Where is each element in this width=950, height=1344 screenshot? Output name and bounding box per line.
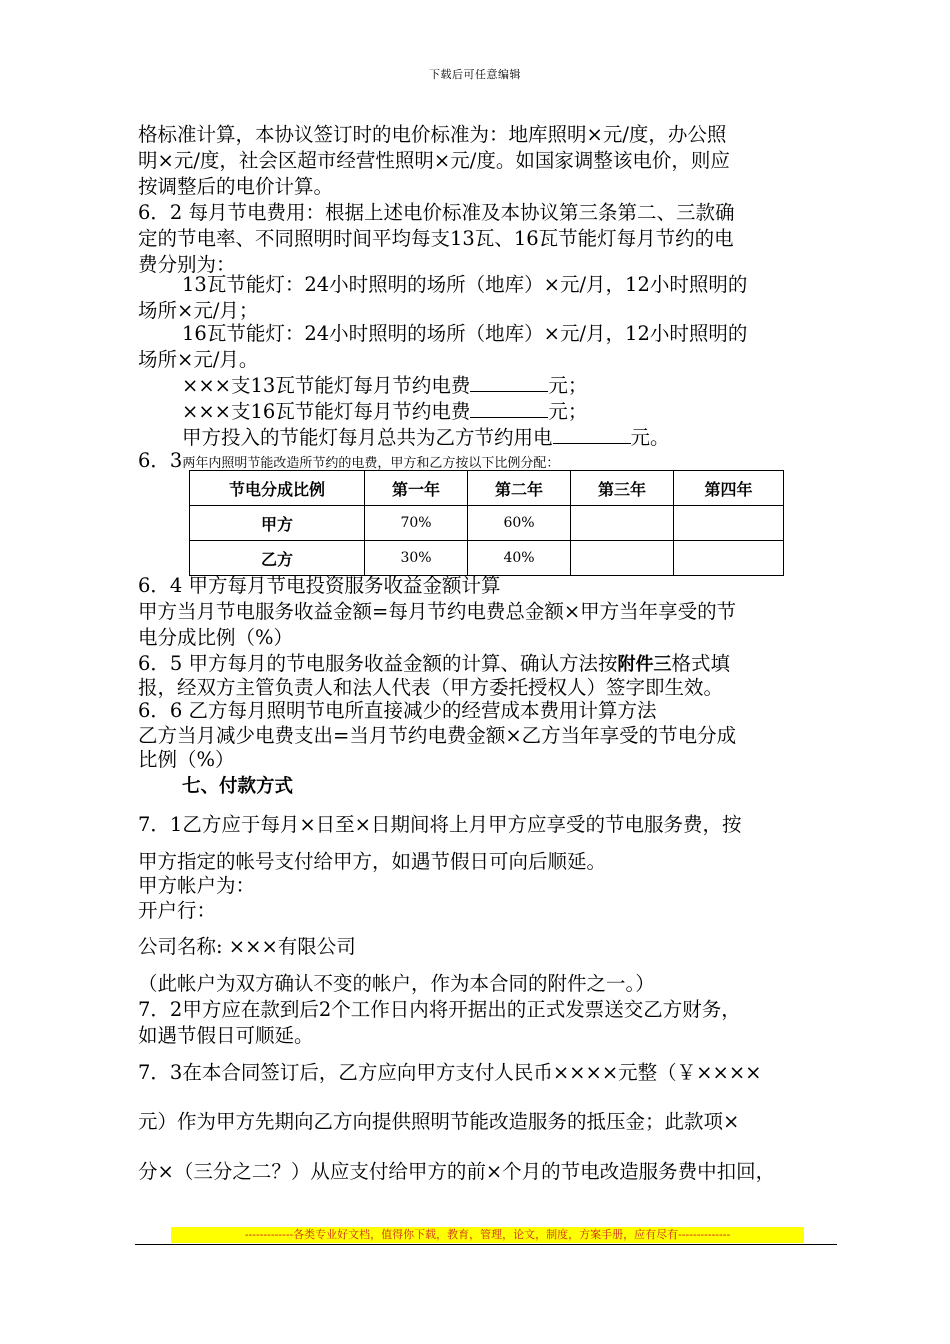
clause-text: 6．5 甲方每月的节电服务收益金额的计算、确认方法按 bbox=[138, 652, 618, 675]
table-cell bbox=[571, 506, 674, 541]
body-line: 电分成比例（%） bbox=[138, 626, 294, 649]
fill-unit: 元； bbox=[548, 400, 588, 423]
body-line: （此帐户为双方确认不变的帐户，作为本合同的附件之一。） bbox=[138, 972, 655, 995]
body-line: 费分别为： bbox=[138, 253, 236, 276]
body-line: 甲方当月节电服务收益金额=每月节约电费总金额×甲方当年享受的节 bbox=[138, 600, 737, 623]
table-header: 第一年 bbox=[365, 471, 468, 506]
table-row bbox=[190, 506, 784, 541]
body-line: 场所×元/月； bbox=[138, 299, 259, 322]
fill-line bbox=[182, 425, 670, 450]
body-line: 16瓦节能灯：24小时照明的场所（地库）×元/月，12小时照明的 bbox=[182, 322, 748, 345]
table-header: 第四年 bbox=[674, 471, 784, 506]
table-header: 第二年 bbox=[468, 471, 571, 506]
share-ratio-table bbox=[189, 470, 784, 576]
clause-7-1: 7．1乙方应于每月×日至×日期间将上月甲方应享受的节电服务费，按 bbox=[138, 813, 742, 836]
body-line: 明×元/度，社会区超市经营性照明×元/度。如国家调整该电价，则应 bbox=[138, 149, 730, 172]
body-line: 格标准计算，本协议签订时的电价标准为：地库照明×元/度，办公照 bbox=[138, 123, 727, 146]
body-line: 13瓦节能灯：24小时照明的场所（地库）×元/月，12小时照明的 bbox=[182, 273, 748, 296]
fill-line bbox=[182, 373, 587, 398]
blank-field bbox=[470, 373, 548, 392]
body-line: 场所×元/月。 bbox=[138, 348, 259, 371]
fill-unit: 元； bbox=[548, 374, 588, 397]
table-cell: 60% bbox=[468, 506, 571, 541]
clause-number: 6．3 bbox=[138, 449, 183, 472]
table-header: 第三年 bbox=[571, 471, 674, 506]
body-line: 如遇节假日可顺延。 bbox=[138, 1024, 314, 1047]
body-line: 元）作为甲方先期向乙方向提供照明节能改造服务的抵压金；此款项× bbox=[138, 1110, 740, 1133]
table-cell bbox=[674, 541, 784, 576]
body-line: 报，经双方主管负责人和法人代表（甲方委托授权人）签字即生效。 bbox=[138, 676, 724, 699]
body-line: 开户行： bbox=[138, 899, 217, 922]
clause-7-2: 7．2甲方应在款到后2个工作日内将开据出的正式发票送交乙方财务， bbox=[138, 998, 741, 1021]
row-label: 乙方 bbox=[190, 541, 365, 576]
table-cell: 40% bbox=[468, 541, 571, 576]
body-line: 甲方指定的帐号支付给甲方，如遇节假日可向后顺延。 bbox=[138, 850, 607, 873]
table-row bbox=[190, 541, 784, 576]
body-line: 定的节电率、不同照明时间平均每支13瓦、16瓦节能灯每月节约的电 bbox=[138, 227, 734, 250]
clause-6-4: 6．4 甲方每月节电投资服务收益金额计算 bbox=[138, 574, 501, 597]
fill-unit: 元。 bbox=[630, 426, 670, 449]
table-cell bbox=[674, 506, 784, 541]
page-header: 下载后可任意编辑 bbox=[429, 68, 521, 81]
table-cell bbox=[571, 541, 674, 576]
company-name: 公司名称: ×××有限公司 bbox=[138, 935, 356, 958]
clause-6-2: 6．2 每月节电费用：根据上述电价标准及本协议第三条第二、三款确 bbox=[138, 201, 735, 224]
row-label: 甲方 bbox=[190, 506, 365, 541]
footer-rule bbox=[135, 1244, 837, 1245]
table-header: 节电分成比例 bbox=[190, 471, 365, 506]
clause-7-3: 7．3在本合同签订后，乙方应向甲方支付人民币××××元整（￥×××× bbox=[138, 1061, 762, 1084]
table-cell: 70% bbox=[365, 506, 468, 541]
blank-field bbox=[470, 399, 548, 418]
body-line: 比例（%） bbox=[138, 748, 235, 771]
fill-label: 甲方投入的节能灯每月总共为乙方节约用电 bbox=[182, 426, 553, 449]
table-header-row bbox=[190, 471, 784, 506]
clause-text: 两年内照明节能改造所节约的电费，甲方和乙方按以下比例分配： bbox=[182, 456, 560, 471]
body-line: 分×（三分之二？）从应支付给甲方的前×个月的节电改造服务费中扣回， bbox=[138, 1160, 776, 1183]
body-line: 乙方当月减少电费支出=当月节约电费金额×乙方当年享受的节电分成 bbox=[138, 724, 737, 747]
table-cell: 30% bbox=[365, 541, 468, 576]
fill-line bbox=[182, 399, 587, 424]
clause-text: 格式填 bbox=[671, 652, 731, 675]
blank-field bbox=[553, 425, 631, 444]
fill-label: ×××支16瓦节能灯每月节约电费 bbox=[182, 400, 471, 423]
body-line: 按调整后的电价计算。 bbox=[138, 175, 334, 198]
attachment-ref: 附件三 bbox=[617, 654, 672, 675]
body-line: 甲方帐户为： bbox=[138, 874, 256, 897]
fill-label: ×××支13瓦节能灯每月节约电费 bbox=[182, 374, 471, 397]
footer-banner: -------------各类专业好文档，值得你下载，教育，管理，论文，制度，方案手册，应有尽有-------------- bbox=[171, 1227, 804, 1243]
clause-6-6: 6．6 乙方每月照明节电所直接减少的经营成本费用计算方法 bbox=[138, 699, 657, 722]
clause-6-5 bbox=[138, 652, 730, 677]
section-heading: 七、付款方式 bbox=[182, 776, 294, 797]
